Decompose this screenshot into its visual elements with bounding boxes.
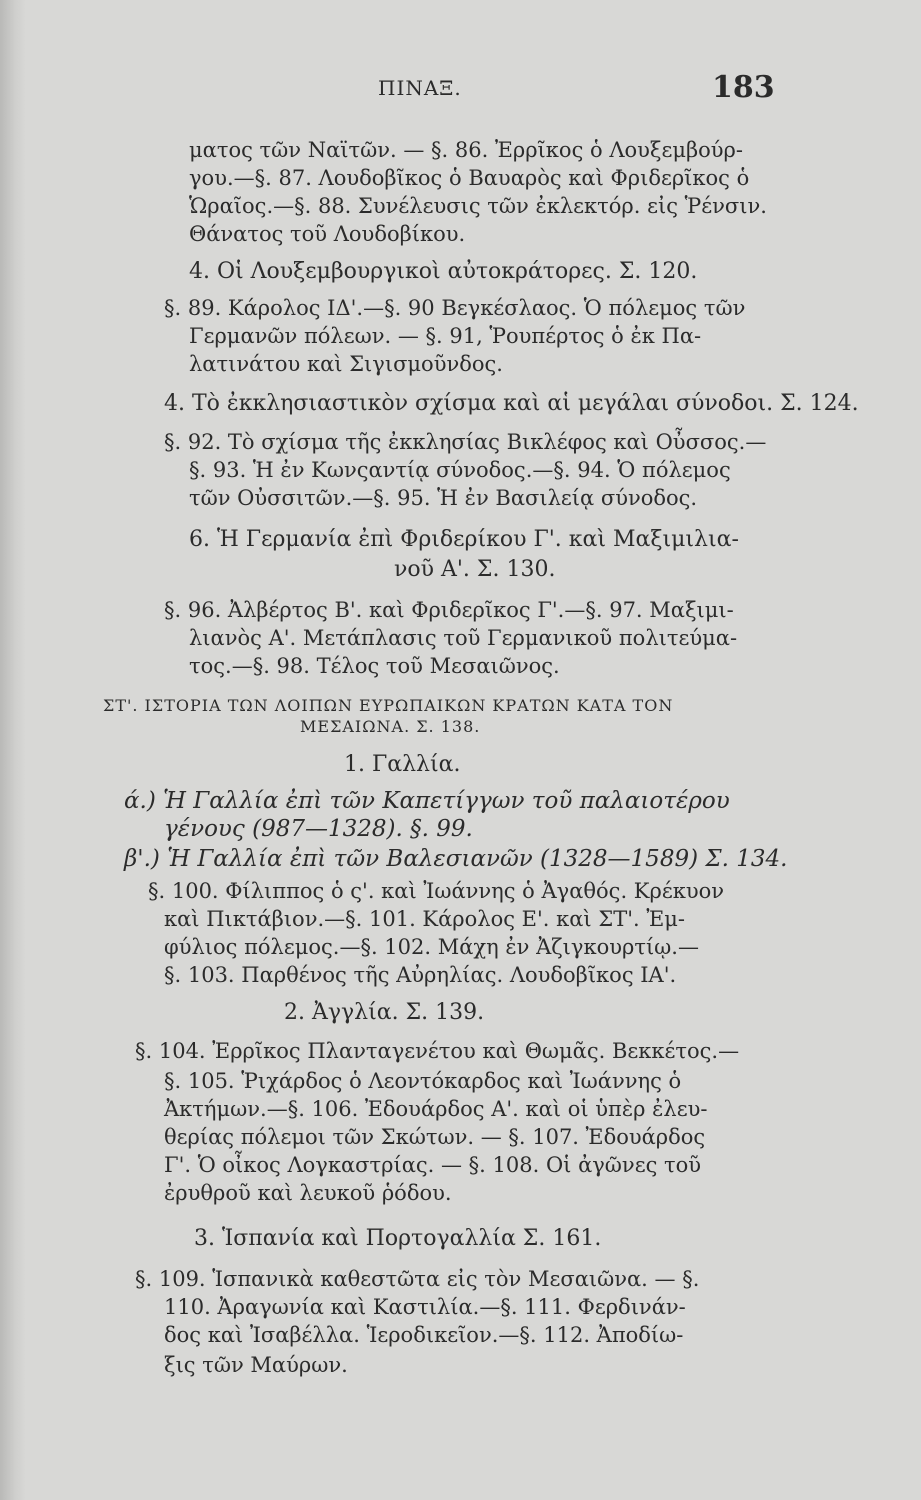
toc-subsection-heading: 1. Γαλλία. — [344, 752, 461, 777]
toc-line: γου.—§. 87. Λουδοβῖκος ὁ Βαυαρὸς καὶ Φριδερῖκος ὁ — [189, 166, 750, 190]
toc-line: τος.—§. 98. Τέλος τοῦ Μεσαιῶνος. — [189, 654, 560, 678]
toc-line: §. 109. Ἱσπανικὰ καθεστῶτα εἰς τὸν Μεσαιῶνα. — §. — [135, 1267, 700, 1291]
toc-line: λιανὸς Α'. Μετάπλασις τοῦ Γερμανικοῦ πολιτεύμα- — [189, 626, 738, 650]
toc-subsection-heading: 2. Ἀγγλία. Σ. 139. — [284, 1000, 485, 1025]
toc-line: λατινάτου καὶ Σιγισμοῦνδος. — [189, 352, 503, 376]
toc-line: φύλιος πόλεμος.—§. 102. Μάχη ἐν Ἀζιγκουρτίῳ.— — [164, 935, 699, 959]
toc-section-heading: ΣΤ'. ΙΣΤΟΡΙΑ ΤΩΝ ΛΟΙΠΩΝ ΕΥΡΩΠΑΙΚΩΝ ΚΡΑΤΩΝ ΚΑΤΑ ΤΟΝ — [103, 696, 674, 715]
toc-line: §. 104. Ἐρρῖκος Πλανταγενέτου καὶ Θωμᾶς. Βεκκέτος.— — [135, 1039, 740, 1063]
page-number: 183 — [712, 70, 775, 105]
toc-line: καὶ Πικτάβιον.—§. 101. Κάρολος Ε'. καὶ ΣΤ'. Ἐμ- — [164, 907, 685, 931]
toc-line: 110. Ἀραγωνία καὶ Καστιλία.—§. 111. Φερδινάν- — [164, 1295, 686, 1319]
toc-subsection-heading: 6. Ἡ Γερμανία ἐπὶ Φριδερίκου Γ'. καὶ Μαξιμιλια- — [189, 527, 739, 552]
toc-section-heading: ΜΕΣΑΙΩΝΑ. Σ. 138. — [300, 717, 481, 736]
toc-line: §. 93. Ἡ ἐν Κωνςαντίᾳ σύνοδος.—§. 94. Ὁ πόλεμος — [189, 458, 731, 482]
toc-line: δος καὶ Ἰσαβέλλα. Ἱεροδικεῖον.—§. 112. Ἀποδίω- — [164, 1323, 684, 1347]
toc-line: Ἀκτήμων.—§. 106. Ἐδουάρδος Α'. καὶ οἱ ὑπὲρ ἐλευ- — [164, 1097, 708, 1121]
toc-line: §. 103. Παρθένος τῆς Αὐρηλίας. Λουδοβῖκος ΙΑ'. — [164, 963, 677, 987]
toc-line: ἐρυθροῦ καὶ λευκοῦ ῥόδου. — [164, 1181, 452, 1205]
toc-line: ματος τῶν Ναϊτῶν. — §. 86. Ἐρρῖκος ὁ Λουξεμβούρ- — [189, 138, 743, 162]
toc-line: §. 96. Ἀλβέρτος Β'. καὶ Φριδερῖκος Γ'.—§. 97. Μαξιμι- — [164, 598, 734, 622]
toc-line: τῶν Οὐσσιτῶν.—§. 95. Ἡ ἐν Βασιλείᾳ σύνοδος. — [189, 486, 698, 510]
toc-line: Γερμανῶν πόλεων. — §. 91, Ῥουπέρτος ὁ ἐκ Πα- — [189, 324, 702, 348]
toc-line: θερίας πόλεμοι τῶν Σκώτων. — §. 107. Ἐδουάρδος — [164, 1125, 706, 1149]
toc-subsection-heading: 4. Τὸ ἐκκλησιαστικὸν σχίσμα καὶ αἱ μεγάλαι σύνοδοι. Σ. 124. — [164, 391, 859, 416]
toc-line: γένους (987—1328). §. 99. — [164, 816, 473, 842]
toc-line: Γ'. Ὁ οἶκος Λογκαστρίας. — §. 108. Οἱ ἀγῶνες τοῦ — [164, 1153, 702, 1177]
toc-line: §. 105. Ῥιχάρδος ὁ Λεοντόκαρδος καὶ Ἰωάννης ὁ — [164, 1069, 682, 1093]
running-title: ΠΙΝΑΞ. — [378, 76, 462, 100]
toc-line: Θάνατος τοῦ Λουδοβίκου. — [189, 222, 466, 246]
toc-subsection-heading: 4. Οἱ Λουξεμβουργικοὶ αὐτοκράτορες. Σ. 120. — [189, 259, 698, 284]
toc-line: ξις τῶν Μαύρων. — [164, 1353, 348, 1377]
page-binding-shadow — [0, 0, 26, 1500]
toc-subsection-heading: 3. Ἱσπανία καὶ Πορτογαλλία Σ. 161. — [194, 1226, 602, 1251]
toc-subsection-heading: νοῦ Α'. Σ. 130. — [394, 557, 556, 582]
toc-line: §. 92. Τὸ σχίσμα τῆς ἐκκλησίας Βικλέφος καὶ Οὖσσος.— — [164, 430, 767, 454]
page-header — [0, 68, 921, 108]
toc-line: β'.) Ἡ Γαλλία ἐπὶ τῶν Βαλεσιανῶν (1328—1589) Σ. 134. — [124, 846, 788, 872]
toc-line: §. 89. Κάρολος ΙΔ'.—§. 90 Βεγκέσλαος. Ὁ πόλεμος τῶν — [164, 296, 746, 320]
toc-line: ά.) Ἡ Γαλλία ἐπὶ τῶν Καπετίγγων τοῦ παλαιοτέρου — [124, 788, 730, 814]
toc-line: §. 100. Φίλιππος ὁ ς'. καὶ Ἰωάννης ὁ Ἀγαθός. Κρέκυον — [148, 879, 725, 903]
toc-line: Ὡραῖος.—§. 88. Συνέλευσις τῶν ἐκλεκτόρ. εἰς Ῥένσιν. — [189, 194, 767, 218]
